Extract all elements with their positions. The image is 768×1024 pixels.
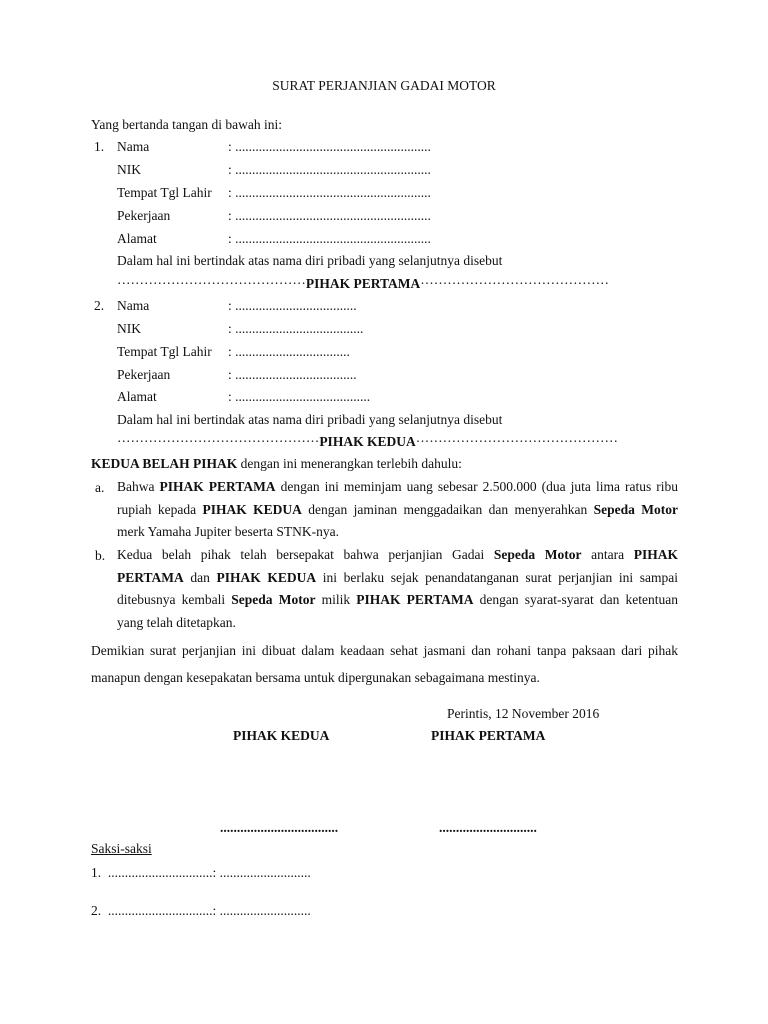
witness-heading: Saksi-saksi xyxy=(91,841,152,856)
explanation-lead xyxy=(91,456,462,472)
witness-name: ............................... xyxy=(107,903,213,918)
party-one-number: 1. xyxy=(94,139,105,154)
field-label: Nama xyxy=(117,139,150,154)
text-run: dan xyxy=(183,569,217,585)
document-title: SURAT PERJANJIAN GADAI MOTOR xyxy=(272,78,496,93)
signature-right-line: ............................. xyxy=(439,820,537,835)
bold-run: PIHAK KEDUA xyxy=(216,569,317,585)
witness-number: 2. xyxy=(91,903,102,918)
text-run: ini berlaku sejak penandatanganan surat perjanjian ini sampai ditebusnya kembali xyxy=(117,569,678,608)
bold-run: Sepeda Motor xyxy=(593,501,678,517)
dots-left: ············································· xyxy=(117,434,320,449)
signature-left-line: ................................... xyxy=(220,820,339,835)
dots-right: ·········································· xyxy=(420,276,610,291)
field-value: : ...................................... xyxy=(228,321,364,336)
field-value: : .......................................................... xyxy=(228,139,431,154)
witness-separator: : xyxy=(212,865,217,880)
explanation-bold: KEDUA BELAH PIHAK xyxy=(91,456,238,471)
bold-run: PIHAK PERTAMA xyxy=(356,592,474,608)
intro-text: Yang bertanda tangan di bawah ini: xyxy=(91,117,282,132)
field-label: Pekerjaan xyxy=(117,208,171,223)
bold-run: Sepeda Motor xyxy=(231,592,316,608)
item-b-marker: b. xyxy=(95,548,106,563)
bold-run: PIHAK KEDUA xyxy=(202,501,302,517)
text-run: dengan ini meminjam uang sebesar 2.500.000 (dua juta lima ratus ribu rupiah kepada xyxy=(117,479,678,517)
text-run: Bahwa xyxy=(117,479,160,494)
field-label: NIK xyxy=(117,321,141,336)
field-value: : .......................................................... xyxy=(228,231,431,246)
party-two-designation-line xyxy=(117,434,618,450)
field-value: : .......................................................... xyxy=(228,162,431,177)
signature-right-title: PIHAK PERTAMA xyxy=(431,728,546,743)
text-run: antara xyxy=(581,547,634,562)
party-two-statement: Dalam hal ini bertindak atas nama diri pribadi yang selanjutnya disebut xyxy=(117,412,503,427)
party-two-designation: PIHAK KEDUA xyxy=(319,434,416,449)
witness-row xyxy=(91,865,311,881)
item-a-marker: a. xyxy=(95,480,105,495)
party-one-designation-line xyxy=(117,276,609,292)
party-two-number: 2. xyxy=(94,298,105,313)
place-date: Perintis, 12 November 2016 xyxy=(447,706,600,721)
field-label: Nama xyxy=(117,298,150,313)
bold-run: Sepeda Motor xyxy=(493,547,582,562)
field-label: Tempat Tgl Lahir xyxy=(117,344,212,359)
bold-run: PIHAK PERTAMA xyxy=(159,479,276,494)
field-value: : ........................................ xyxy=(228,389,371,404)
witness-row xyxy=(91,903,311,919)
party-one-designation: PIHAK PERTAMA xyxy=(305,276,421,291)
party-one-statement: Dalam hal ini bertindak atas nama diri pribadi yang selanjutnya disebut xyxy=(117,253,503,268)
witness-name: ............................... xyxy=(107,865,213,880)
field-value: : .......................................................... xyxy=(228,208,431,223)
closing-paragraph: Demikian surat perjanjian ini dibuat dalam keadaan sehat jasmani dan rohani tanpa paksaan dari pihak manapun dengan kesepakatan bersama untuk dipergunakan sebagaimana mestinya. xyxy=(91,643,678,685)
signature-left-title: PIHAK KEDUA xyxy=(233,728,330,743)
text-run: dengan syarat-syarat dan ketentuan yang telah ditetapkan. xyxy=(117,592,678,630)
item-a-text xyxy=(117,476,678,544)
field-label: NIK xyxy=(117,162,141,177)
field-label: Alamat xyxy=(117,231,157,246)
dots-left: ·········································· xyxy=(117,276,306,291)
witness-separator: : xyxy=(212,903,217,918)
field-value: : .................................. xyxy=(228,344,350,359)
field-label: Alamat xyxy=(117,389,157,404)
explanation-rest: dengan ini menerangkan terlebih dahulu: xyxy=(237,456,462,471)
field-value: : .................................... xyxy=(228,367,357,382)
text-run: milik xyxy=(315,592,357,608)
field-label: Tempat Tgl Lahir xyxy=(117,185,212,200)
item-b-text xyxy=(117,544,678,634)
text-run: Kedua belah pihak telah bersepakat bahwa perjanjian Gadai xyxy=(117,547,494,562)
dots-right: ············································· xyxy=(415,434,619,449)
witness-signature: ........................... xyxy=(219,865,311,880)
text-run: merk Yamaha Jupiter beserta STNK-nya. xyxy=(117,524,339,540)
field-value: : .................................... xyxy=(228,298,357,313)
bold-run: PIHAK PERTAMA xyxy=(117,547,678,585)
witness-signature: ........................... xyxy=(219,903,311,918)
field-value: : .......................................................... xyxy=(228,185,431,200)
witness-number: 1. xyxy=(91,865,102,880)
text-run: dengan jaminan menggadaikan dan menyerahkan xyxy=(301,501,594,517)
field-label: Pekerjaan xyxy=(117,367,171,382)
